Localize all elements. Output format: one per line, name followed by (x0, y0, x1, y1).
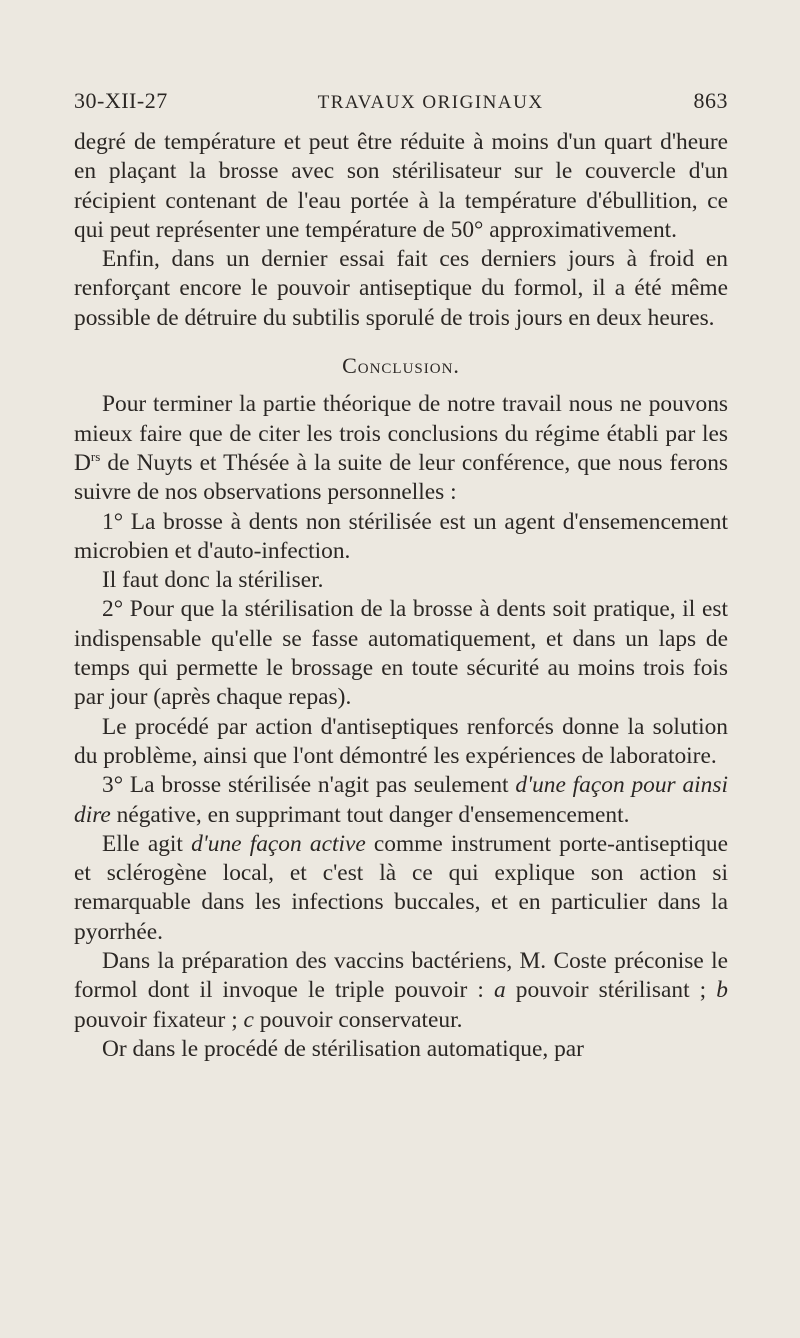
header-title: TRAVAUX ORIGINAUX (317, 92, 544, 113)
paragraph-8-text-a: 3° La brosse stérilisée n'agit pas seulement (102, 772, 516, 799)
paragraph-10 (74, 947, 728, 1035)
paragraph-9 (74, 830, 728, 947)
page-number: 863 (693, 88, 728, 113)
paragraph-3-text-b: de Nuyts et Thésée à la suite de leur conférence, que nous ferons suivre de nos observations personnelles : (74, 449, 728, 506)
paragraph-10-italic-c: c (243, 1006, 254, 1033)
header-date: 30-XII-27 (74, 88, 168, 113)
paragraph-6: 2° Pour que la stérilisation de la brosse à dents soit pratique, il est indispensable qu'elle se fasse automatiquement, et dans un laps de temps qui permette le brossage en toute sécurité au moins trois fois par jour (après chaque repas). (74, 596, 728, 711)
paragraph-10-italic-a: a (493, 977, 506, 1004)
paragraph-8-italic: d'une façon pour ainsi dire (74, 772, 728, 828)
paragraph-4: 1° La brosse à dents non stérilisée est un agent d'ensemencement microbien et d'auto-infection. (74, 508, 728, 564)
paragraph-10-italic-b: b (716, 977, 728, 1004)
paragraph-3-superscript: rs (90, 449, 101, 465)
paragraph-8 (74, 771, 728, 830)
paragraph-10-text-d: pouvoir conservateur. (253, 1006, 463, 1033)
paragraph-9-text-b: comme instrument porte-antiseptique et sclérogène local, et c'est là ce qui explique son action si remarquable dans les infections buccales, et en particulier dans la pyorrhée. (74, 830, 728, 945)
paragraph-1: degré de température et peut être réduite à moins d'un quart d'heure en plaçant la brosse avec son stérilisateur sur le couvercle d'un récipient contenant de l'eau portée à la température d'ébullition, ce qui peut représenter une température de 50° approximativement. (74, 129, 728, 243)
body-text (74, 128, 728, 1064)
paragraph-9-italic: d'une façon active (191, 830, 366, 857)
paragraph-7: Le procédé par action d'antiseptiques renforcés donne la solution du problème, ainsi que l'ont démontré les expériences de laboratoire. (74, 713, 728, 769)
paragraph-3-text-a: Pour terminer la partie théorique de notre travail nous ne pouvons mieux faire que de citer les trois conclusions du régime établi par les D (74, 391, 728, 476)
paragraph-10-text-a: Dans la préparation des vaccins bactériens, M. Coste préconise le formol dont il invoque le triple pouvoir : (74, 948, 728, 1004)
paragraph-9-text-a: Elle agit (102, 830, 192, 857)
paragraph-3 (74, 390, 728, 507)
paragraph-10-text-b: pouvoir stérilisant ; (505, 977, 717, 1004)
paragraph-11: Or dans le procédé de stérilisation automatique, par (102, 1035, 584, 1062)
paragraph-2: Enfin, dans un dernier essai fait ces derniers jours à froid en renforçant encore le pouvoir antiseptique du formol, il a été même possible de détruire du subtilis sporulé de trois jours en deux heures. (74, 246, 728, 331)
running-header (74, 88, 728, 114)
paragraph-5: Il faut donc la stériliser. (102, 567, 324, 594)
paragraph-10-text-c: pouvoir fixateur ; (74, 1006, 244, 1033)
section-heading-conclusion: Conclusion. (342, 353, 460, 379)
paragraph-8-text-b: négative, en supprimant tout danger d'ensemencement. (110, 801, 630, 828)
